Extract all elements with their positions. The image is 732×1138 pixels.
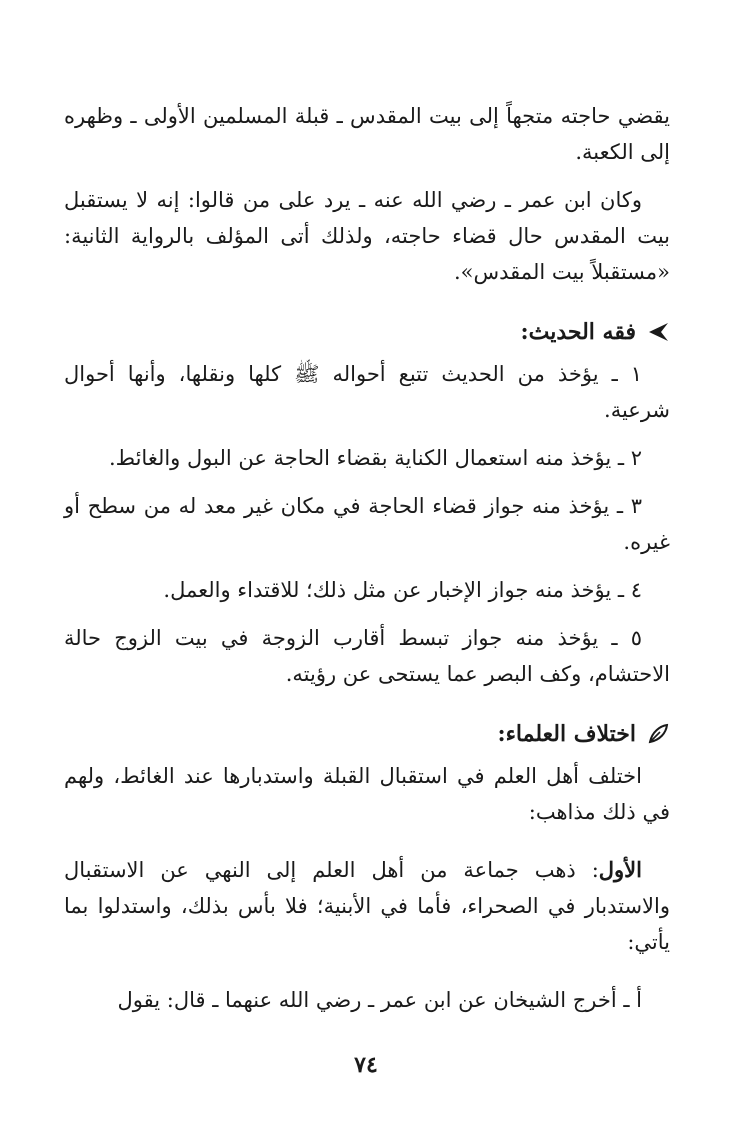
evidence-item-a: أ ـ أخرج الشيخان عن ابن عمر ـ رضي الله عنهما ـ قال: يقول <box>117 988 642 1012</box>
fiqh-item: ٣ ـ يؤخذ منه جواز قضاء الحاجة في مكان غير معد له من سطح أو غيره. <box>64 494 670 554</box>
page-number: ٧٤ <box>354 1052 378 1078</box>
fiqh-item: ١ ـ يؤخذ من الحديث تتبع أحواله ﷺ كلها ونقلها، وأنها أحوال شرعية. <box>64 362 670 422</box>
page-body <box>64 98 670 1030</box>
leaf-ornament-icon <box>646 722 670 746</box>
paragraph-ibn-umar: وكان ابن عمر ـ رضي الله عنه ـ يرد على من قالوا: إنه لا يستقبل بيت المقدس حال قضاء حاجته، ولذلك أتى المؤلف بالرواية الثانية: «مستقبلاً بيت المقدس». <box>64 188 670 284</box>
arrow-marker-icon <box>646 320 670 344</box>
ikhtilaf-heading <box>64 716 670 752</box>
fiqh-item: ٢ ـ يؤخذ منه استعمال الكناية بقضاء الحاجة عن البول والغائط. <box>108 446 642 470</box>
fiqh-heading-text: فقه الحديث: <box>520 319 636 345</box>
paragraph-continuation: يقضي حاجته متجهاً إلى بيت المقدس ـ قبلة المسلمين الأولى ـ وظهره إلى الكعبة. <box>64 104 670 164</box>
fiqh-item: ٤ ـ يؤخذ منه جواز الإخبار عن مثل ذلك؛ للاقتداء والعمل. <box>163 578 642 602</box>
ikhtilaf-intro: اختلف أهل العلم في استقبال القبلة واستدبارها عند الغائط، ولهم في ذلك مذاهب: <box>64 764 670 824</box>
fiqh-item: ٥ ـ يؤخذ منه جواز تبسط أقارب الزوجة في بيت الزوج حالة الاحتشام، وكف البصر عما يستحى عن رؤيته. <box>64 626 670 686</box>
ikhtilaf-heading-text: اختلاف العلماء: <box>497 721 636 747</box>
first-opinion-text: : ذهب جماعة من أهل العلم إلى النهي عن الاستقبال والاستدبار في الصحراء، فأما في الأبنية؛ فلا بأس بذلك، واستدلوا بما يأتي: <box>64 858 670 954</box>
first-opinion-label: الأول <box>598 857 642 882</box>
first-opinion <box>64 852 670 960</box>
fiqh-heading <box>64 314 670 350</box>
